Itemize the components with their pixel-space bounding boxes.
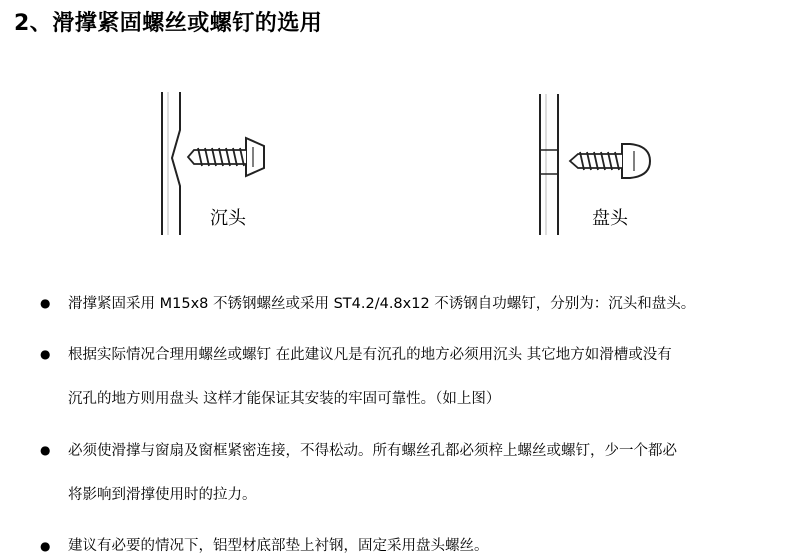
countersunk-label: 沉头 <box>210 208 246 229</box>
list-item-continuation: 将影响到滑撑使用时的拉力。 <box>68 487 257 503</box>
bullet-dot: ● <box>40 539 51 553</box>
list-item: 滑撑紧固采用 M15x8 不锈钢螺丝或采用 ST4.2/4.8x12 不诱钢自功螺钉，分别为：沉头和盘头。 <box>68 296 696 312</box>
page-title: 2、滑撑紧固螺丝或螺钉的选用 <box>14 11 323 36</box>
bullet-dot: ● <box>40 296 51 310</box>
list-item: 必须使滑撑与窗扇及窗框紧密连接，不得松动。所有螺丝孔都必须梓上螺丝或螺钉，少一个都必 <box>68 443 677 459</box>
panhead-label: 盘头 <box>592 208 628 229</box>
bullet-dot: ● <box>40 443 51 457</box>
list-item-continuation: 沉孔的地方则用盘头 这样才能保证其安装的牢固可靠性。（如上图） <box>68 391 501 407</box>
list-item: 根据实际情况合理用螺丝或螺钉 在此建议凡是有沉孔的地方必须用沉头 其它地方如滑槽或没有 <box>68 347 672 363</box>
bullet-dot: ● <box>40 347 51 361</box>
list-item: 建议有必要的情况下，铝型材底部垫上衬钢，固定采用盘头螺丝。 <box>68 538 489 554</box>
